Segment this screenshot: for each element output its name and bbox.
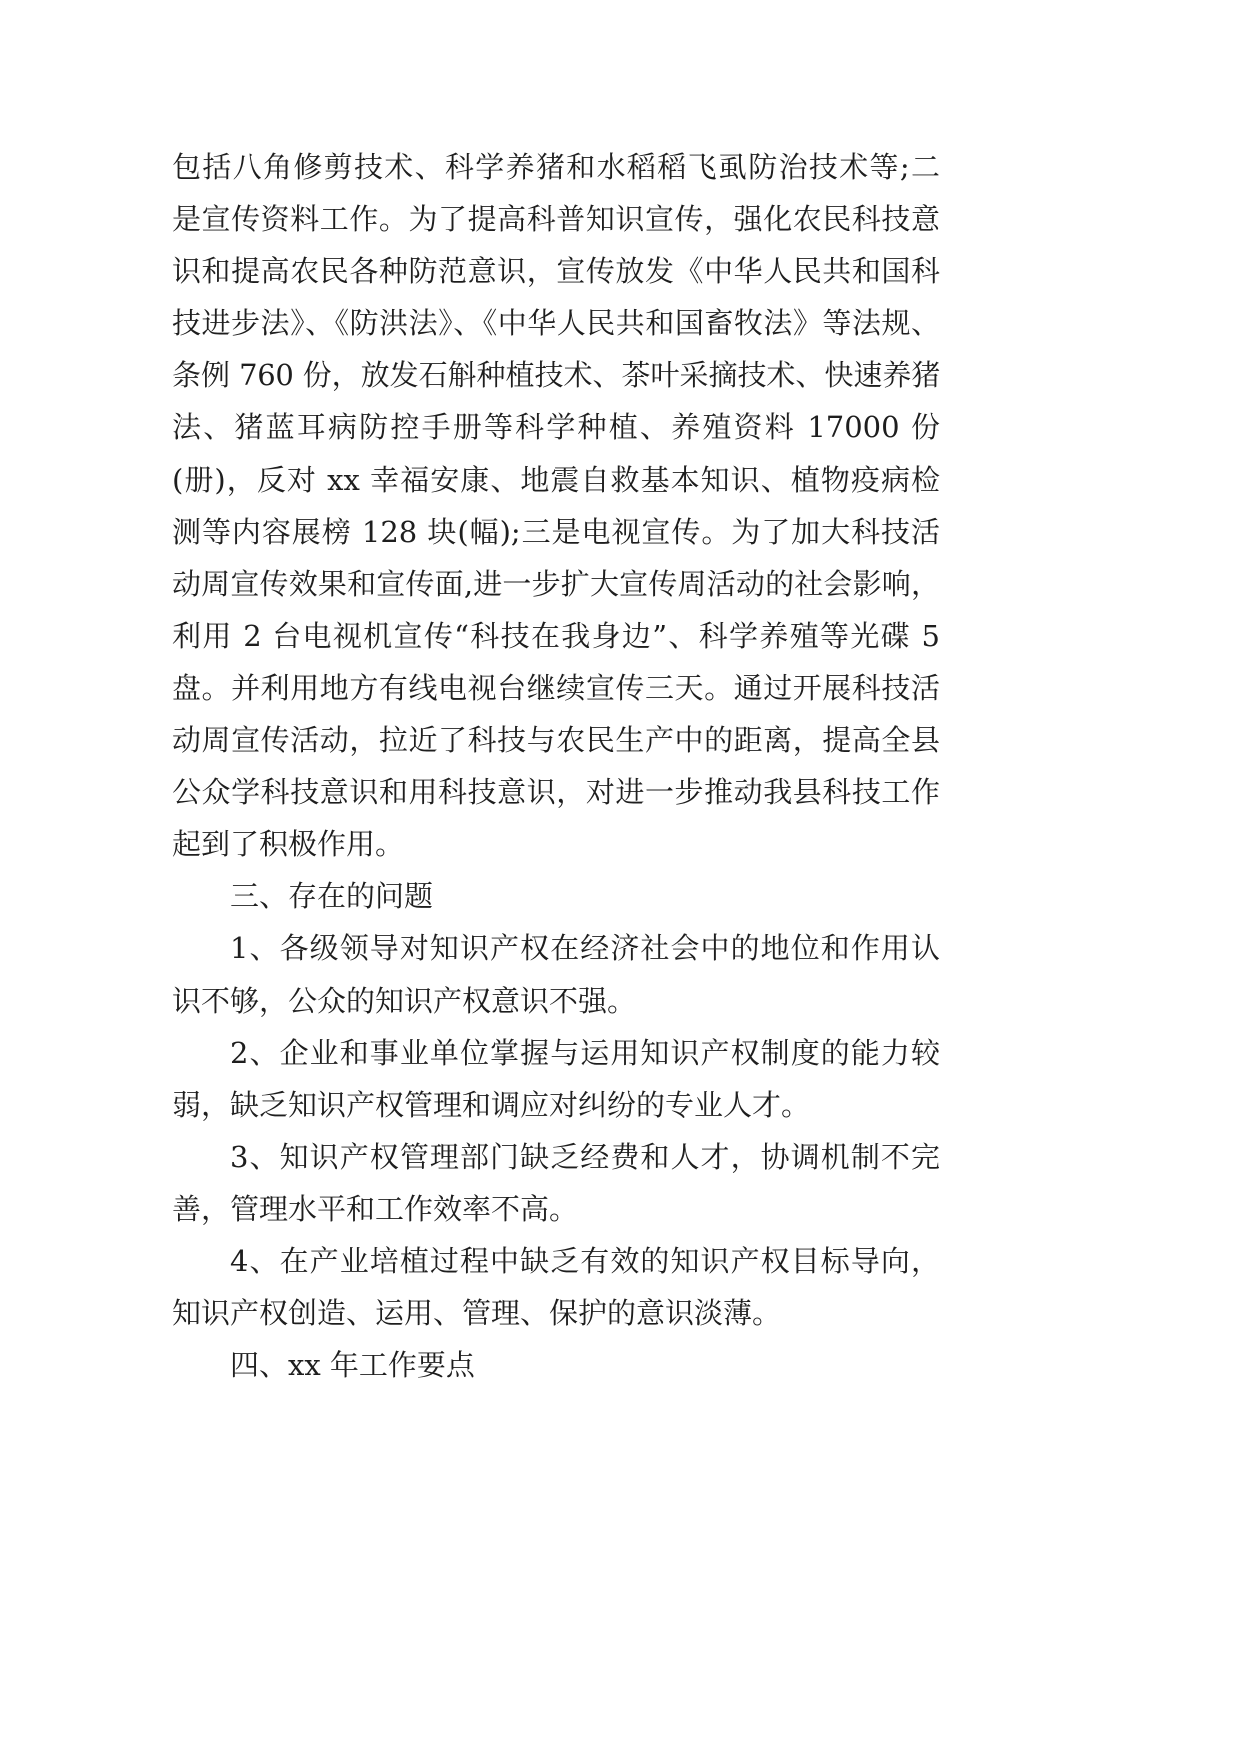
text-line: 盘。并利用地方有线电视台继续宣传三天。通过开展科技活	[172, 670, 940, 705]
text-line: 技进步法》、《防洪法》、《中华人民共和国畜牧法》等法规、	[172, 306, 940, 341]
problem-item-2-continued: 弱，缺乏知识产权管理和调应对纠纷的专业人才。	[172, 1087, 811, 1122]
problem-item-2: 2、企业和事业单位掌握与运用知识产权制度的能力较	[230, 1035, 940, 1070]
problem-item-3: 3、知识产权管理部门缺乏经费和人才，协调机制不完	[230, 1139, 940, 1174]
text-line: 识和提高农民各种防范意识，宣传放发《中华人民共和国科	[172, 254, 940, 289]
text-line: 包括八角修剪技术、科学养猪和水稻稻飞虱防治技术等;二	[172, 150, 940, 184]
text-line: 条例 760 份，放发石斛种植技术、茶叶采摘技术、快速养猪	[172, 358, 940, 393]
problem-item-1-continued: 识不够，公众的知识产权意识不强。	[172, 983, 637, 1018]
text-line: 法、猪蓝耳病防控手册等科学种植、养殖资料 17000 份	[172, 410, 940, 445]
section-heading-work-points: 四、xx 年工作要点	[230, 1348, 475, 1383]
text-line: 测等内容展榜 128 块(幅);三是电视宣传。为了加大科技活	[172, 514, 940, 549]
text-line: 起到了积极作用。	[172, 827, 405, 862]
text-line: 利用 2 台电视机宣传“科技在我身边”、科学养殖等光碟 5	[172, 618, 940, 653]
text-line: 动周宣传活动，拉近了科技与农民生产中的距离，提高全县	[172, 723, 940, 758]
text-line: 是宣传资料工作。为了提高科普知识宣传，强化农民科技意	[172, 202, 940, 237]
problem-item-3-continued: 善，管理水平和工作效率不高。	[172, 1191, 579, 1226]
text-line: (册)，反对 xx 幸福安康、地震自救基本知识、植物疫病检	[172, 462, 940, 497]
problem-item-4: 4、在产业培植过程中缺乏有效的知识产权目标导向，	[230, 1243, 940, 1278]
text-line: 动周宣传效果和宣传面,进一步扩大宣传周活动的社会影响，	[172, 566, 940, 601]
problem-item-4-continued: 知识产权创造、运用、管理、保护的意识淡薄。	[172, 1296, 782, 1331]
section-heading-problems: 三、存在的问题	[230, 879, 434, 914]
problem-item-1: 1、各级领导对知识产权在经济社会中的地位和作用认	[230, 931, 940, 966]
text-line: 公众学科技意识和用科技意识，对进一步推动我县科技工作	[172, 775, 940, 810]
document-body	[172, 141, 940, 1391]
